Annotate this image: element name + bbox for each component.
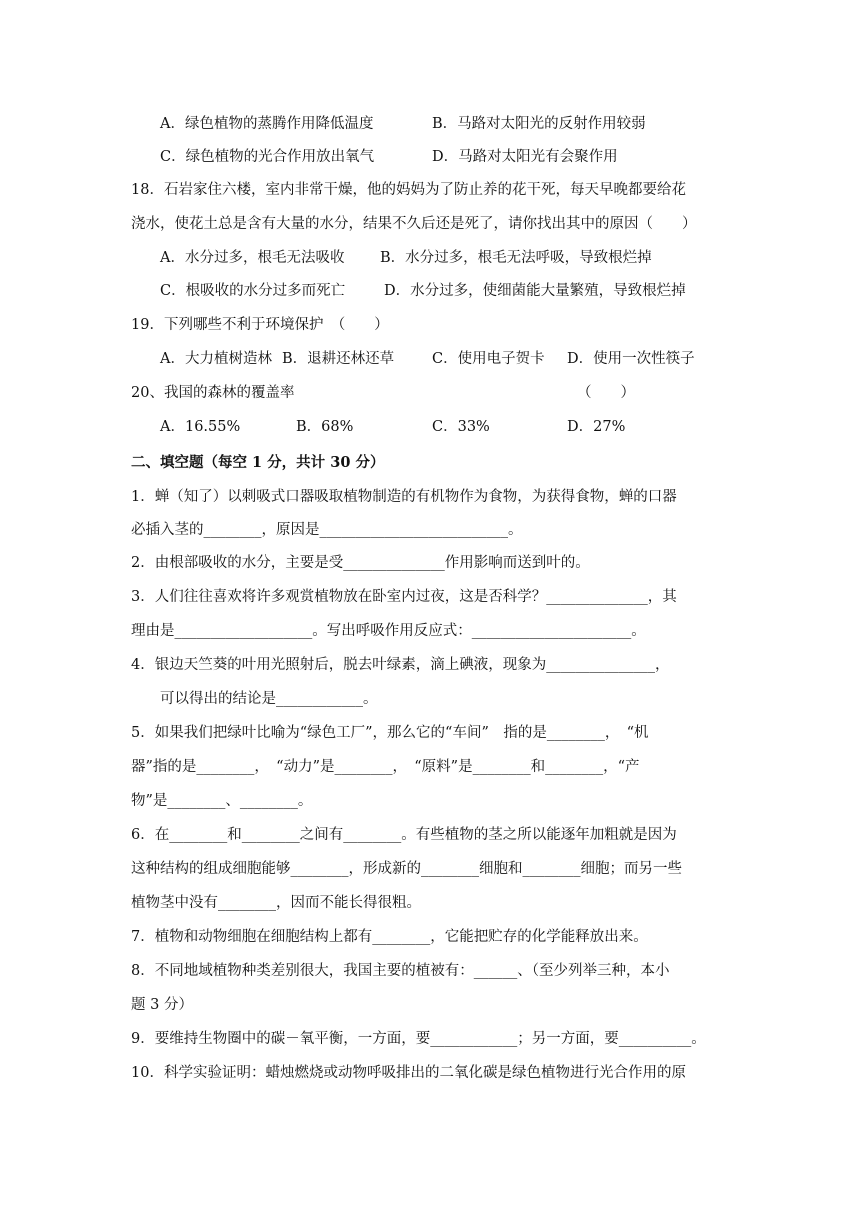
fill-line-17: 9．要维持生物圈中的碳－氧平衡，一方面，要____________；另一方面，要__________。 [131,1031,706,1047]
q18-option-b: B．水分过多，根毛无法呼吸，导致根烂掉 [380,250,652,266]
fill-line-11: 6．在________和________之间有________。有些植物的茎之所以能逐年加粗就是因为 [131,827,677,843]
section2-title: 二、填空题（每空 1 分，共计 30 分） [131,454,385,471]
q20-answer-paren: （ ） [577,385,635,401]
q18-option-c: C．根吸收的水分过多而死亡 [160,283,346,299]
fill-line-12: 这种结构的组成细胞能够________，形成新的________细胞和________细胞；而另一些 [131,861,682,877]
q20-stem: 20、我国的森林的覆盖率 [131,385,295,401]
q18-stem-line1: 18．石岩家住六楼，室内非常干燥，他的妈妈为了防止养的花干死，每天早晚都要给花 [131,182,686,198]
fill-line-4: 3．人们往往喜欢将许多观赏植物放在卧室内过夜，这是否科学？______________，其 [131,589,677,605]
q20-option-c: C．33% [432,419,490,435]
fill-line-13: 植物茎中没有________，因而不能长得很粗。 [131,895,421,911]
fill-line-2: 必插入茎的________，原因是__________________________。 [131,522,523,538]
fill-line-7: 可以得出的结论是____________。 [160,691,378,707]
q20-option-d: D．27% [567,419,626,435]
fill-line-18: 10．科学实验证明：蜡烛燃烧或动物呼吸排出的二氧化碳是绿色植物进行光合作用的原 [131,1065,686,1081]
q19-option-d: D．使用一次性筷子 [567,351,695,367]
q18-option-d: D．水分过多，使细菌能大量繁殖，导致根烂掉 [384,283,686,299]
q17-option-d: D．马路对太阳光有会聚作用 [432,149,618,165]
q18-option-a: A．水分过多，根毛无法吸收 [160,250,345,266]
q19-option-c: C．使用电子贺卡 [432,351,545,367]
fill-line-10: 物”是________、________。 [131,793,313,809]
q17-option-c: C．绿色植物的光合作用放出氧气 [160,149,375,165]
q17-option-a: A．绿色植物的蒸腾作用降低温度 [160,116,374,132]
q20-option-a: A．16.55% [160,419,241,435]
fill-line-6: 4．银边天竺葵的叶用光照射后，脱去叶绿素，滴上碘液，现象为_______________， [131,657,670,673]
fill-line-16: 题 3 分） [131,997,193,1013]
fill-line-3: 2．由根部吸收的水分，主要是受______________作用影响而送到叶的。 [131,555,590,571]
q18-stem-line2: 浇水，使花土总是含有大量的水分，结果不久后还是死了，请你找出其中的原因（ ） [131,216,697,232]
fill-line-1: 1．蝉（知了）以刺吸式口器吸取植物制造的有机物作为食物，为获得食物，蝉的口器 [131,489,677,505]
fill-line-5: 理由是___________________。写出呼吸作用反应式：______________________。 [131,623,646,639]
fill-line-8: 5．如果我们把绿叶比喻为“绿色工厂”，那么它的“车间” 指的是________， “机 [131,725,649,741]
q20-option-b: B．68% [296,419,354,435]
q19-option-b: B．退耕还林还草 [282,351,395,367]
fill-line-15: 8．不同地域植物种类差别很大，我国主要的植被有：______、（至少列举三种，本小 [131,963,670,979]
q17-option-b: B．马路对太阳光的反射作用较弱 [432,116,646,132]
fill-line-9: 器”指的是________， “动力”是________， “原料”是________和________，“产 [131,759,640,775]
q19-option-a: A．大力植树造林 [160,351,272,367]
q19-stem: 19．下列哪些不利于环境保护 （ ） [131,317,389,333]
fill-line-14: 7．植物和动物细胞在细胞结构上都有________，它能把贮存的化学能释放出来。 [131,929,648,945]
